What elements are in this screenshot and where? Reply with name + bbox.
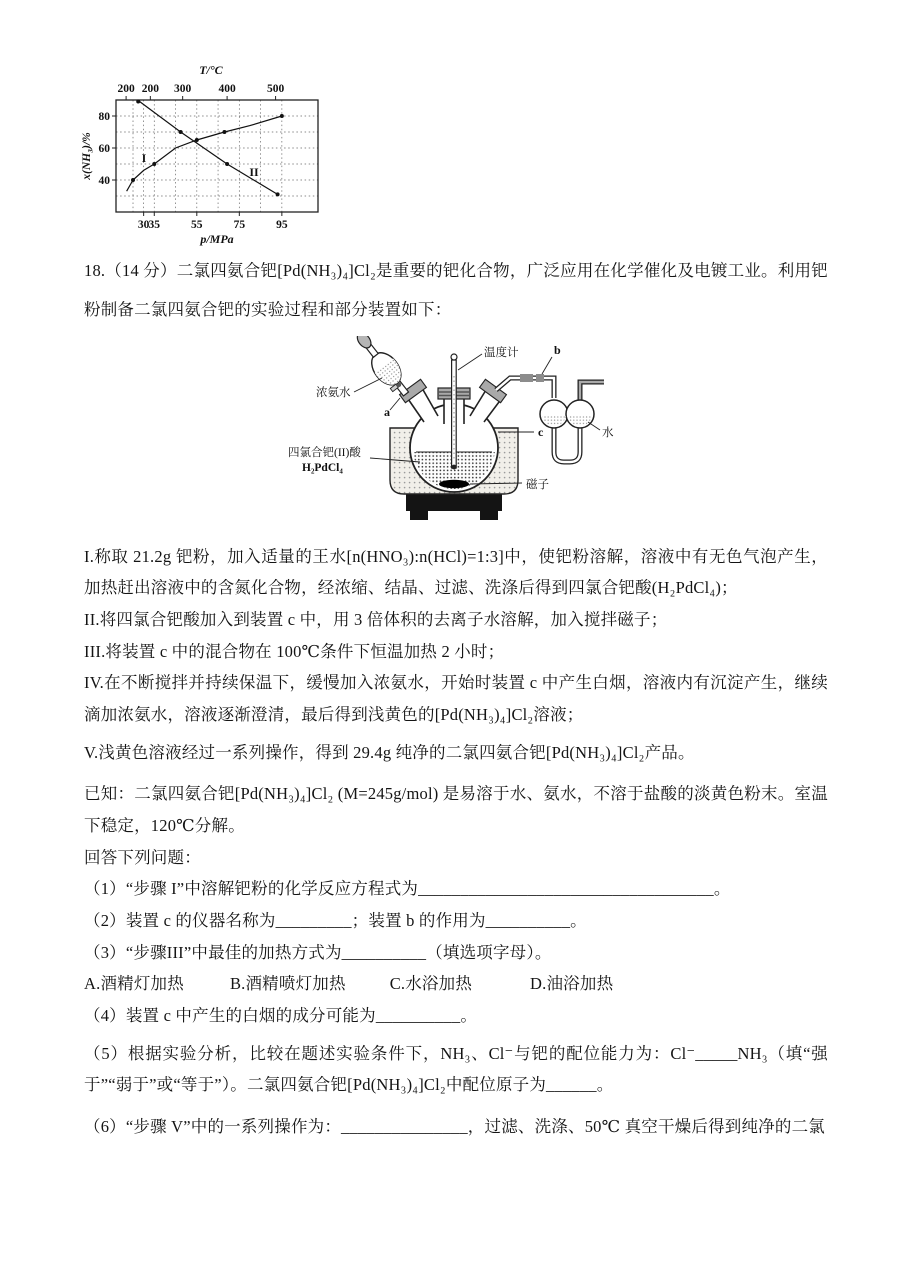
question-6: （6）“步骤 V”中的一系列操作为：_______________，过滤、洗涤、50℃ 真空干燥后得到纯净的二氯 <box>84 1116 825 1136</box>
series-I-label: I <box>141 151 147 165</box>
acid-label-line1: 四氯合钯(II)酸 <box>288 446 361 459</box>
chart-canvas <box>78 54 334 254</box>
series-I-marker <box>195 138 199 142</box>
x-tick-label: 35 <box>148 219 161 231</box>
port-a-pointer-line <box>390 398 400 410</box>
step-5: V.浅黄色溶液经过一系列操作，得到 29.4g 纯净的二氯四氨合钯[Pd(NH₃)₄]Cl₂产品。 <box>84 742 695 762</box>
question-3: （3）“步骤III”中最佳的加热方式为__________（填选项字母）。 <box>84 942 552 962</box>
y-tick-label: 40 <box>98 175 110 187</box>
step-3: III.将装置 c 中的混合物在 100℃条件下恒温加热 2 小时； <box>84 641 505 661</box>
series-I-marker <box>222 130 226 134</box>
equilibrium-chart <box>78 54 334 254</box>
series-II-label: II <box>249 165 259 179</box>
question-2: （2）装置 c 的仪器名称为_________；装置 b 的作用为__________。 <box>84 910 587 930</box>
device-b-pointer-line <box>542 357 552 374</box>
option-d: D.油浴加热 <box>530 974 614 994</box>
top-tick-label: 300 <box>174 83 192 95</box>
water-pointer-line <box>588 422 600 430</box>
step-1: I.称取 21.2g 钯粉，加入适量的王水[n(HNO₃):n(HCl)=1:3]中，使钯粉溶解，溶液中有无色气泡产生，加热赶出溶液中的含氮化合物，经浓缩、结晶、过滤、洗涤后得到四氯合钯酸(H₂PdCl₄)； <box>84 546 828 598</box>
x-tick-label: 55 <box>191 219 203 231</box>
question-3-options <box>84 968 828 1000</box>
series-II-marker <box>179 130 183 134</box>
series-I-marker <box>280 114 284 118</box>
top-tick-label: 200 <box>117 83 135 95</box>
known-info: 已知：二氯四氨合钯[Pd(NH₃)₄]Cl₂ (M=245g/mol) 是易溶于水、氨水，不溶于盐酸的淡黄色粉末。室温下稳定，120℃分解。 <box>84 784 828 835</box>
apparatus-canvas <box>288 336 624 526</box>
y-tick-label: 60 <box>98 143 110 155</box>
top-tick-label: 500 <box>266 83 285 95</box>
x-axis-title: p/MPa <box>200 232 234 246</box>
option-b: B.酒精喷灯加热 <box>229 974 346 994</box>
x-tick-label: 75 <box>233 219 246 231</box>
stir-bar <box>439 479 469 487</box>
thermometer <box>451 354 457 469</box>
ammonia-label: 浓氨水 <box>316 386 351 399</box>
series-I-marker <box>131 178 135 182</box>
port-a-label: a <box>384 404 390 419</box>
step-4: IV.在不断搅拌并持续保温下，缓慢加入浓氨水，开始时装置 c 中产生白烟，溶液内有沉淀产生，继续滴加浓氨水，溶液逐渐澄清，最后得到浅黄色的[Pd(NH₃)₄]Cl₂溶液； <box>84 673 828 724</box>
water-trap <box>540 382 604 462</box>
exam-question-18 <box>84 252 828 1143</box>
dropping-funnel <box>349 336 415 401</box>
series-II-marker <box>276 192 280 196</box>
device-b-label: b <box>554 342 561 357</box>
step-2: II.将四氯合钯酸加入到装置 c 中，用 3 倍体积的去离子水溶解，加入搅拌磁子； <box>84 609 668 629</box>
top-axis-title: T/°C <box>199 63 223 77</box>
tube-connector <box>520 374 533 382</box>
stirbar-label: 磁子 <box>526 478 549 491</box>
tube-connector <box>536 374 544 382</box>
y-axis-title: x(NH₃)/% <box>81 132 93 180</box>
top-tick-label: 400 <box>218 83 236 95</box>
question-5: （5）根据实验分析，比较在题述实验条件下，NH₃、Cl⁻与钯的配位能力为：Cl⁻_____NH₃（填“强于”“弱于”或“等于”）。二氯四氨合钯[Pd(NH₃)₄]Cl₂中配位原子为______。 <box>84 1043 828 1095</box>
top-tick-label: 200 <box>141 83 159 95</box>
series-II-marker <box>225 162 229 166</box>
ammonia-pointer-line <box>354 378 382 392</box>
thermometer-pointer-line <box>458 354 482 370</box>
option-c: C.水浴加热 <box>389 974 473 994</box>
question-1: （1）“步骤 I”中溶解钯粉的化学反应方程式为___________________________________。 <box>84 879 731 899</box>
thermometer-label: 温度计 <box>484 346 519 359</box>
x-tick-label: 95 <box>276 219 288 231</box>
x-tick-label: 30 <box>137 219 150 231</box>
option-a: A.酒精灯加热 <box>84 974 184 994</box>
series-II-marker <box>136 100 140 104</box>
question-4: （4）装置 c 中产生的白烟的成分可能为__________。 <box>84 1005 478 1025</box>
water-label: 水 <box>602 426 614 439</box>
apparatus-diagram <box>288 336 624 531</box>
acid-label-line2: H₂PdCl₄ <box>302 461 343 474</box>
left-neck <box>400 379 438 422</box>
y-tick-label: 80 <box>98 111 110 123</box>
answer-prompt: 回答下列问题： <box>84 847 201 867</box>
heater-block <box>406 494 502 520</box>
series-I-marker <box>152 162 156 166</box>
device-c-label: c <box>538 424 544 439</box>
question-intro: 18.（14 分）二氯四氨合钯[Pd(NH₃)₄]Cl₂是重要的钯化合物，广泛应用在化学催化及电镀工业。利用钯粉制备二氯四氨合钯的实验过程和部分装置如下： <box>84 261 828 319</box>
